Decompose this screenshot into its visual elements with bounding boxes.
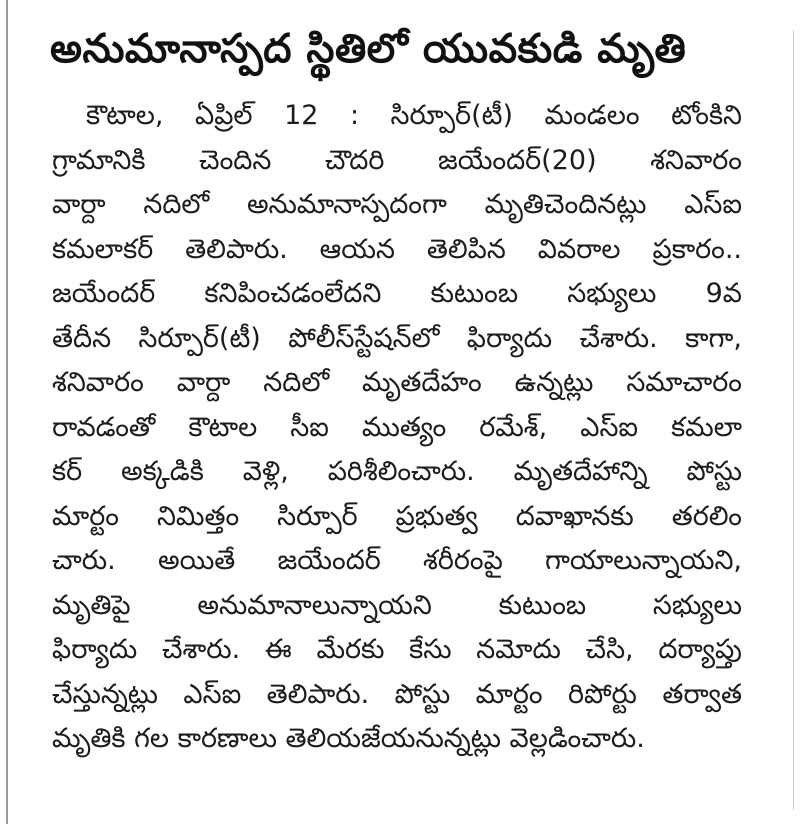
body-line: వార్దా నదిలో అనుమానాస్పదంగా మృతిచెందినట్లు ఎస్ఐ <box>52 189 742 220</box>
article-body <box>52 94 742 762</box>
body-line: మృతికి గల కారణాలు తెలియజేయనున్నట్లు వెల్లడించారు. <box>52 723 645 754</box>
body-line: గ్రామానికి చెందిన చౌదరి జయేందర్(20) శనివారం <box>52 144 742 176</box>
body-line: కమలాకర్ తెలిపారు. ఆయన తెలిపిన వివరాల ప్రకారం.. <box>52 233 742 265</box>
column-divider-left <box>6 0 8 824</box>
body-line: ఫిర్యాదు చేశారు. ఈ మేరకు కేసు నమోదు చేసి, దర్యాప్తు <box>52 634 742 665</box>
body-line: జయేందర్ కనిపించడంలేదని కుటుంబ సభ్యులు 9వ <box>52 278 742 309</box>
body-line: శనివారం వార్దా నదిలో మృతదేహం ఉన్నట్లు సమాచారం <box>52 367 742 398</box>
article-headline: అనుమానాస్పద స్థితిలో యువకుడి మృతి <box>50 26 687 72</box>
body-line: చారు. అయితే జయేందర్ శరీరంపై గాయాలున్నాయని, <box>52 545 742 576</box>
body-line: రావడంతో కౌటాల సీఐ ముత్యం రమేశ్, ఎస్ఐ కమలా <box>52 411 742 443</box>
body-line: మృతిపై అనుమానాలున్నాయని కుటుంబ సభ్యులు <box>52 589 742 621</box>
body-line: తేదీన సిర్పూర్(టీ) పోలీస్‌స్టేషన్‌లో ఫిర్యాదు చేశారు. కాగా, <box>52 322 742 354</box>
body-line: చేస్తున్నట్లు ఎస్ఐ తెలిపారు. పోస్టు మార్టం రిపోర్టు తర్వాత <box>52 678 742 710</box>
body-line: మార్టం నిమిత్తం సిర్పూర్ ప్రభుత్వ దవాఖానకు తరలిం <box>52 500 742 532</box>
column-divider-right <box>793 30 794 810</box>
body-line: కౌటాల, ఏప్రిల్ 12 : సిర్పూర్(టీ) మండలం టోంకిని <box>86 100 742 131</box>
body-line: కర్ అక్కడికి వెళ్లి, పరిశీలించారు. మృతదేహాన్ని పోస్టు <box>52 456 742 487</box>
